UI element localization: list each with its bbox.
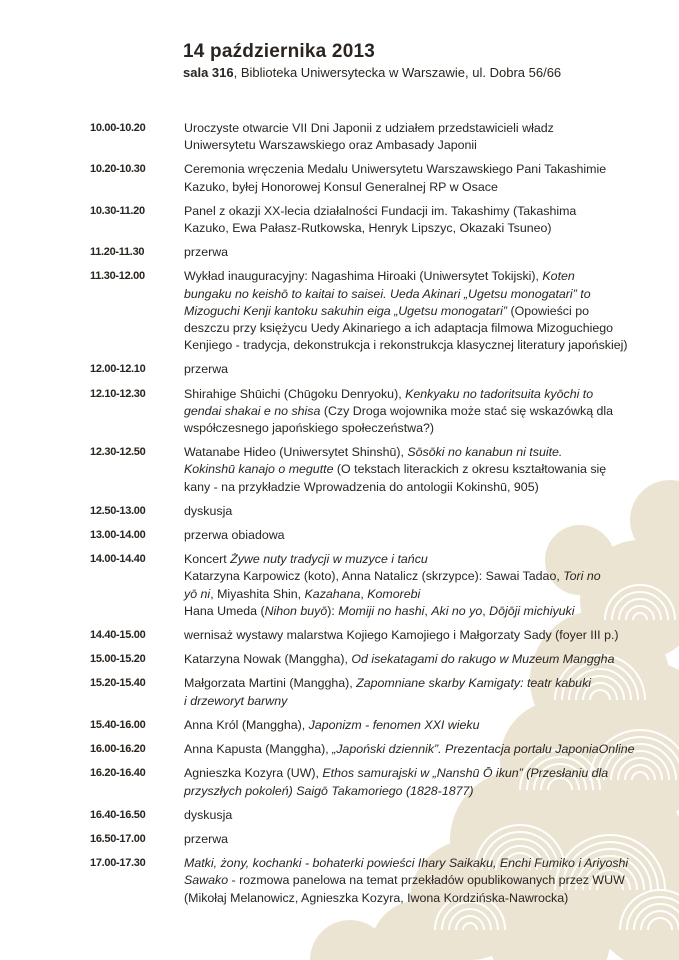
description-text: przerwa <box>184 245 229 260</box>
italic-title-text: Koten <box>542 269 575 284</box>
description-text: Anna Kapusta (Manggha), <box>184 742 333 757</box>
description-text: dyskusja <box>184 503 233 518</box>
schedule-list <box>90 120 650 914</box>
schedule-description <box>184 503 650 520</box>
description-text: , <box>360 586 368 601</box>
description-text: , <box>482 603 490 618</box>
description-text: przerwa <box>184 831 229 846</box>
italic-title-text: Kazahana <box>304 586 361 601</box>
italic-title-text: Sōsōki no kanabun ni tsuite. <box>407 445 563 460</box>
description-text: Hana Umeda ( <box>184 603 265 618</box>
italic-title-text: Japonizm - fenomen XXI wieku <box>308 717 480 732</box>
description-line <box>184 603 650 620</box>
description-line <box>184 161 650 178</box>
description-line <box>184 651 650 668</box>
schedule-time: 14.00-14.40 <box>90 553 146 566</box>
description-text: Ceremonia wręczenia Medalu Uniwersytetu Warszawskiego Pani Takashimie <box>184 162 607 177</box>
schedule-time: 10.20-10.30 <box>90 163 146 176</box>
description-text: Panel z okazji XX-lecia działalności Fundacji im. Takashimy (Takashima <box>184 203 577 218</box>
description-line <box>184 527 650 544</box>
schedule-row <box>90 855 650 907</box>
description-text: Uniwersytetu Warszawskiego oraz Ambasady Japonii <box>184 138 477 153</box>
schedule-row <box>90 675 650 709</box>
schedule-row <box>90 120 650 154</box>
description-line <box>184 675 650 692</box>
schedule-row <box>90 627 650 644</box>
schedule-description <box>184 244 650 261</box>
description-text: Uroczyste otwarcie VII Dni Japonii z udziałem przedstawicieli władz <box>184 121 554 135</box>
description-text: kany - na przykładzie Wprowadzenia do antologii Kokinshū, 905) <box>184 479 539 494</box>
description-line <box>184 137 650 154</box>
schedule-description <box>184 551 650 620</box>
italic-title-text: Aki no yo <box>431 603 483 618</box>
description-line <box>184 855 650 872</box>
description-line <box>184 403 650 420</box>
italic-title-text: Od isekatagami do rakugo w Muzeum Manggha <box>351 652 615 667</box>
description-line <box>184 568 650 585</box>
schedule-row <box>90 361 650 378</box>
description-text: przerwa <box>184 362 229 377</box>
schedule-row <box>90 717 650 734</box>
schedule-row <box>90 741 650 758</box>
description-text: Watanabe Hideo (Uniwersytet Shinshū), <box>184 445 408 460</box>
description-line <box>184 783 650 800</box>
description-line <box>184 286 650 303</box>
schedule-row <box>90 268 650 354</box>
schedule-row <box>90 807 650 824</box>
description-line <box>184 461 650 478</box>
description-line <box>184 503 650 520</box>
italic-title-text: i drzeworyt barwny <box>184 693 288 708</box>
page-header <box>183 40 561 82</box>
schedule-time: 16.40-16.50 <box>90 808 146 821</box>
description-line <box>184 479 650 496</box>
description-text: dyskusja <box>184 807 233 822</box>
schedule-description <box>184 444 650 496</box>
description-text: (Opowieści po <box>507 303 589 318</box>
description-text: ): <box>327 603 339 618</box>
description-text: Koncert <box>184 552 231 567</box>
schedule-time: 12.00-12.10 <box>90 363 146 376</box>
schedule-row <box>90 444 650 496</box>
schedule-time: 16.50-17.00 <box>90 832 146 845</box>
description-text: przerwa obiadowa <box>184 528 285 543</box>
description-line <box>184 551 650 568</box>
schedule-time: 14.40-15.00 <box>90 629 146 642</box>
italic-title-text: Ethos samurajski w „Nanshū Ō ikun” (Przesłaniu dla <box>322 766 609 781</box>
schedule-time: 15.40-16.00 <box>90 718 146 731</box>
description-line <box>184 693 650 710</box>
description-text: Wykład inauguracyjny: Nagashima Hiroaki (Uniwersytet Tokijski), <box>184 269 543 284</box>
schedule-description <box>184 807 650 824</box>
description-text: (O tekstach literackich z okresu kształtowania się <box>333 462 607 477</box>
italic-title-text: Kokinshū kanajo o megutte <box>184 462 334 477</box>
italic-title-text: Mizoguchi Kenji kantoku sakuhin eiga „Ugetsu monogatari” <box>184 303 508 318</box>
description-text: współczesnego japońskiego społeczeństwa?) <box>184 421 435 436</box>
description-text: deszczu przy księżycu Uedy Akinariego a ich adaptacja filmowa Mizoguchiego <box>184 321 614 336</box>
italic-title-text: gendai shakai e no shisa <box>184 403 321 418</box>
schedule-time: 13.00-14.00 <box>90 529 146 542</box>
description-line <box>184 444 650 461</box>
description-line <box>184 890 650 907</box>
schedule-time: 10.00-10.20 <box>90 122 146 134</box>
italic-title-text: Tori no <box>563 569 601 584</box>
italic-title-text: Żywe nuty tradycji w muzyce i tańcu <box>230 552 428 567</box>
description-text: Kenjiego - tradycja, dekonstrukcja i rekonstrukcja klasycznej literatury japońskiej) <box>184 338 628 353</box>
description-text: Katarzyna Karpowicz (koto), Anna Natalicz (skrzypce): Sawai Tadao, <box>184 569 564 584</box>
schedule-description <box>184 717 650 734</box>
italic-title-text: Matki, żony, kochanki - bohaterki powieści Ihary Saikaku, Enchi Fumiko i Ariyoshi <box>184 856 629 871</box>
description-text: wernisaż wystawy malarstwa Kojiego Kamojiego i Małgorzaty Sady (foyer III p.) <box>184 628 619 643</box>
description-line <box>184 337 650 354</box>
description-line <box>184 268 650 285</box>
description-line <box>184 741 650 758</box>
schedule-time: 12.10-12.30 <box>90 387 146 400</box>
description-text: , Miyashita Shin, <box>210 586 305 601</box>
schedule-description <box>184 161 650 195</box>
italic-title-text: Komorebi <box>367 586 421 601</box>
italic-title-text: przyszłych pokoleń) Saigō Takamoriego (1828-1877) <box>184 783 474 798</box>
italic-title-text: Momiji no hashi <box>338 603 425 618</box>
schedule-time: 15.20-15.40 <box>90 677 146 690</box>
schedule-description <box>184 203 650 237</box>
schedule-row <box>90 386 650 438</box>
schedule-description <box>184 386 650 438</box>
schedule-time: 11.20-11.30 <box>90 246 145 259</box>
schedule-description <box>184 675 650 709</box>
schedule-row <box>90 203 650 237</box>
schedule-time: 12.50-13.00 <box>90 504 146 517</box>
description-text: Kazuko, Ewa Pałasz-Rutkowska, Henryk Lipszyc, Okazaki Tsuneo) <box>184 221 552 236</box>
italic-title-text: „Japoński dziennik”. Prezentacja portalu JaponiaOnline <box>332 742 635 757</box>
description-line <box>184 872 650 889</box>
description-line <box>184 361 650 378</box>
schedule-row <box>90 503 650 520</box>
schedule-row <box>90 161 650 195</box>
italic-title-text: yō ni <box>184 586 211 601</box>
description-line <box>184 203 650 220</box>
description-text: - rozmowa panelowa na temat przekładów opublikowanych przez WUW <box>228 873 625 888</box>
schedule-row <box>90 551 650 620</box>
description-text: Anna Król (Manggha), <box>184 717 309 732</box>
schedule-description <box>184 651 650 668</box>
schedule-row <box>90 831 650 848</box>
description-line <box>184 420 650 437</box>
description-text: Katarzyna Nowak (Manggha), <box>184 652 352 667</box>
schedule-description <box>184 855 650 907</box>
schedule-time: 16.00-16.20 <box>90 743 146 756</box>
description-line <box>184 627 650 644</box>
schedule-time: 12.30-12.50 <box>90 446 146 459</box>
description-line <box>184 807 650 824</box>
venue-address: , Biblioteka Uniwersytecka w Warszawie, ul. Dobra 56/66 <box>233 65 562 80</box>
schedule-time: 11.30-12.00 <box>90 270 145 283</box>
schedule-description <box>184 120 650 154</box>
italic-title-text: Zapomniane skarby Kamigaty: teatr kabuki <box>356 676 592 691</box>
venue-room: sala 316 <box>183 65 234 80</box>
italic-title-text: Dōjōji michiyuki <box>489 603 575 618</box>
description-line <box>184 717 650 734</box>
event-venue <box>183 64 561 82</box>
schedule-description <box>184 741 650 758</box>
description-line <box>184 765 650 782</box>
event-date: 14 października 2013 <box>183 41 375 62</box>
description-line <box>184 120 650 137</box>
schedule-description <box>184 527 650 544</box>
schedule-time: 10.30-11.20 <box>90 204 145 217</box>
description-text: (Mikołaj Melanowicz, Agnieszka Kozyra, Iwona Kordzińska-Nawrocka) <box>184 890 569 905</box>
schedule-time: 15.00-15.20 <box>90 653 146 666</box>
description-line <box>184 586 650 603</box>
schedule-time: 17.00-17.30 <box>90 857 146 870</box>
italic-title-text: bungaku no keishō to kaitai to saisei. Ueda Akinari „Ugetsu monogatari” to <box>184 286 591 301</box>
schedule-row <box>90 244 650 261</box>
description-text: Agnieszka Kozyra (UW), <box>184 766 323 781</box>
description-line <box>184 179 650 196</box>
schedule-row <box>90 527 650 544</box>
description-line <box>184 831 650 848</box>
description-line <box>184 303 650 320</box>
description-line <box>184 244 650 261</box>
schedule-description <box>184 627 650 644</box>
schedule-description <box>184 268 650 354</box>
description-text: Małgorzata Martini (Manggha), <box>184 676 357 691</box>
description-line <box>184 386 650 403</box>
schedule-row <box>90 651 650 668</box>
description-text: Kazuko, byłej Honorowej Konsul Generalnej RP w Osace <box>184 179 498 194</box>
description-line <box>184 220 650 237</box>
italic-title-text: Nihon buyō <box>264 603 328 618</box>
schedule-row <box>90 765 650 799</box>
italic-title-text: Sawako <box>184 873 229 888</box>
italic-title-text: Kenkyaku no tadoritsuita kyōchi to <box>405 386 594 401</box>
schedule-time: 16.20-16.40 <box>90 767 146 780</box>
description-text: (Czy Droga wojownika może stać się wskazówką dla <box>320 403 614 418</box>
description-text: , <box>424 603 432 618</box>
schedule-description <box>184 831 650 848</box>
description-text: Shirahige Shūichi (Chūgoku Denryoku), <box>184 386 406 401</box>
description-line <box>184 320 650 337</box>
schedule-description <box>184 361 650 378</box>
schedule-description <box>184 765 650 799</box>
